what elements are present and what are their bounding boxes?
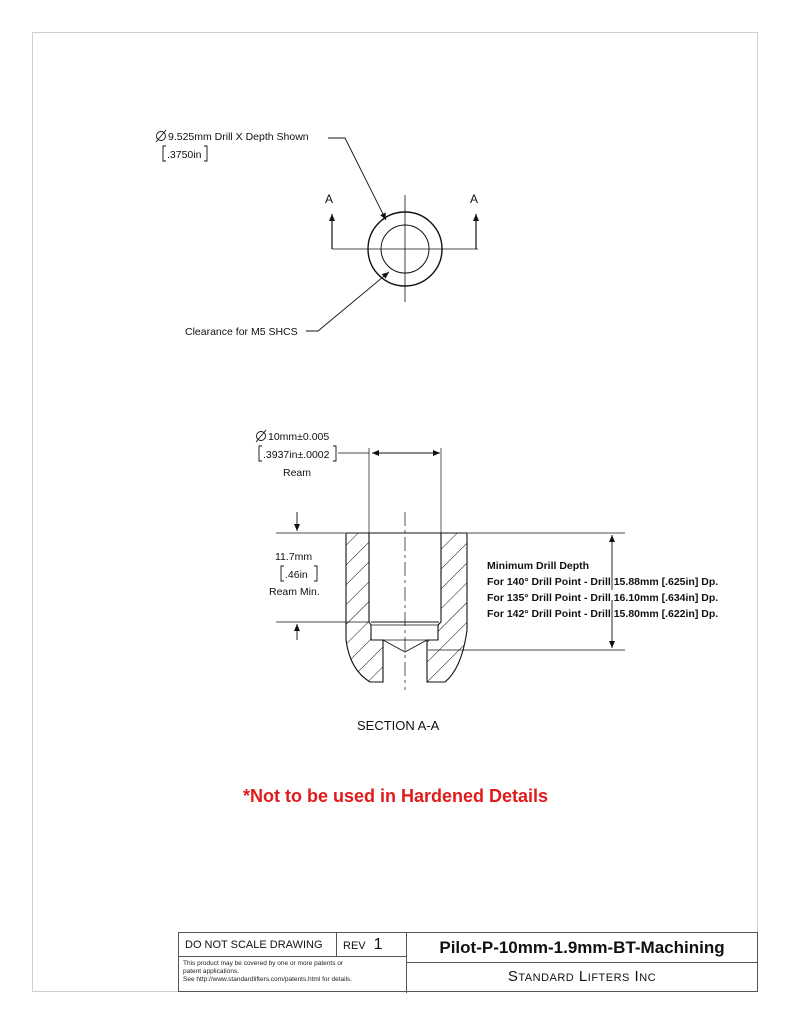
section-marker-right: A [470,192,479,206]
rev-value: 1 [373,936,383,953]
rev-label: REV [343,940,366,952]
title-block [178,932,758,992]
patent-line: See http://www.standardlifters.com/patents.html for details. [183,976,353,983]
drill-callout-line1: 9.525mm Drill X Depth Shown [168,131,309,143]
section-body-left [346,533,383,682]
warning-note: *Not to be used in Hardened Details [242,786,549,806]
do-not-scale-label: DO NOT SCALE DRAWING [179,933,337,957]
diameter-symbol-icon [256,430,266,442]
min-drill-title: Minimum Drill Depth [487,560,590,572]
drawing-title: Pilot-P-10mm-1.9mm-BT-Machining [407,933,757,963]
patent-line: This product may be covered by one or more patents or [183,960,344,967]
ream-line3: Ream [283,467,312,479]
section-label: SECTION A-A [357,718,440,733]
ream-line2: .3937in±.0002 [263,449,330,461]
min-drill-row: For 135° Drill Point - Drill 16.10mm [.634in] Dp. [487,592,719,604]
depth-line2: .46in [285,569,308,581]
min-drill-row: For 140° Drill Point - Drill 15.88mm [.625in] Dp. [487,576,719,588]
ream-line1: 10mm±0.005 [268,431,330,443]
company-name: Standard Lifters Inc [507,968,657,985]
min-drill-row: For 142° Drill Point - Drill 15.80mm [.622in] Dp. [487,608,719,620]
patent-notice [179,957,407,993]
clearance-label: Clearance for M5 SHCS [185,326,298,338]
diameter-symbol-icon [156,130,166,142]
revision-cell [337,933,407,957]
patent-line: patent applications. [183,968,240,975]
clearance-leader [306,272,389,331]
section-body-right [427,533,467,682]
top-view [306,138,478,331]
section-marker-left: A [325,192,334,206]
drill-callout-line2: .3750in [167,149,202,161]
depth-line1: 11.7mm [275,551,313,563]
depth-line3: Ream Min. [269,586,320,598]
drill-leader [328,138,386,220]
